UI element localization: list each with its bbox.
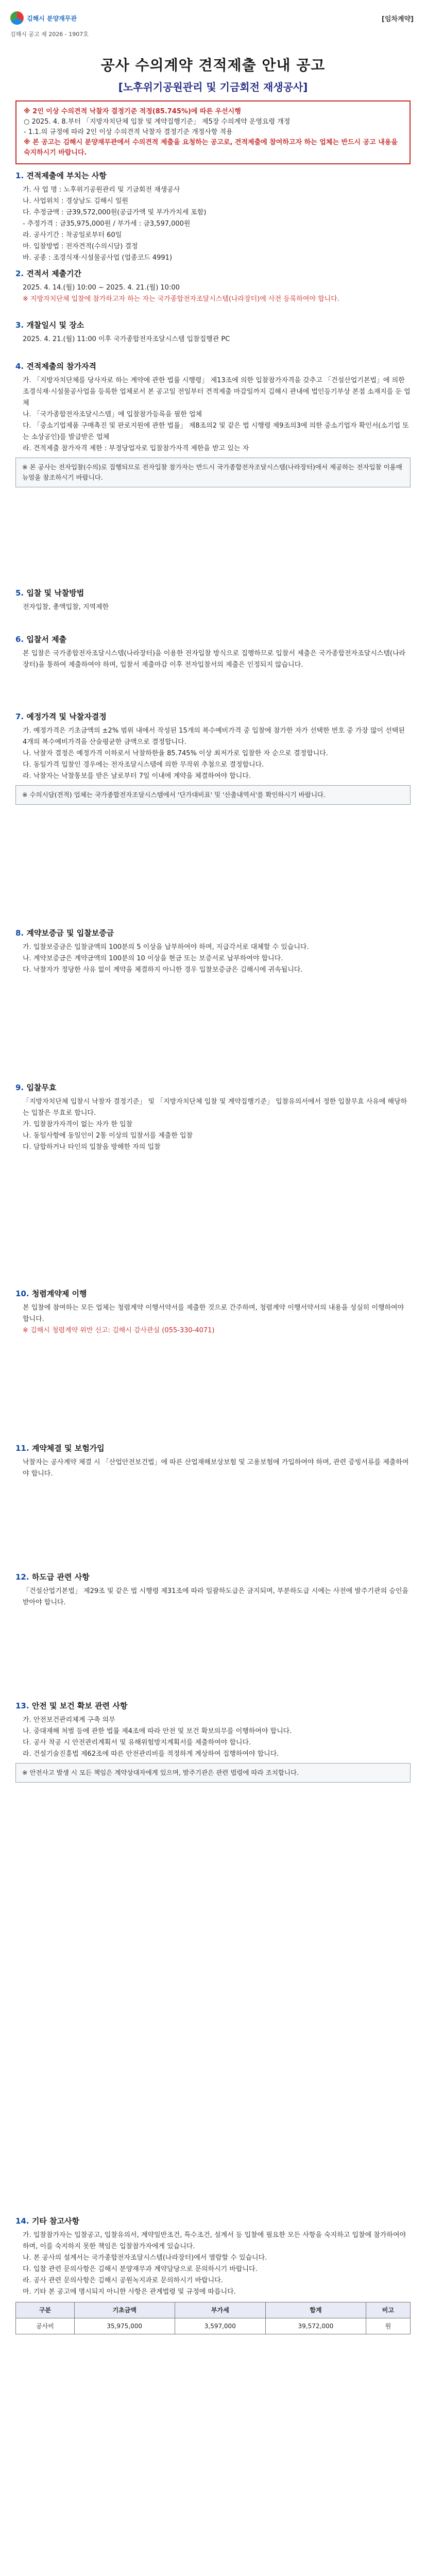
section-item: 나. 동일사항에 동일인이 2통 이상의 입찰서를 제출한 입찰: [23, 1132, 193, 1140]
section-item: 라. 견적제출 참가자격 제한 : 부정당업자로 입찰참가자격 제한을 받고 있는 자: [23, 445, 249, 452]
section-item: 본 입찰에 참여하는 모든 업체는 청렴계약 이행서약서를 제출한 것으로 간주하며, 청렴계약 이행서약서의 내용을 성실히 이행하여야 합니다.: [23, 1304, 404, 1323]
section-note: ※ 본 공사는 전자입찰(수의)로 집행되므로 전자입찰 참가자는 반드시 국가종합전자조달시스템(나라장터)에서 제공하는 전자입찰 이용매뉴얼을 참조하시기 바랍니다.: [15, 457, 411, 487]
section-title: [15, 1288, 411, 1299]
section-item: 「건설산업기본법」 제29조 및 같은 법 시행령 제31조에 따라 일괄하도급은 금지되며, 부분하도급 시에는 사전에 발주기관의 승인을 받아야 합니다.: [23, 1587, 408, 1606]
table-header: 합계: [266, 2302, 366, 2318]
section-title: [15, 587, 411, 599]
table-row: [16, 2318, 411, 2334]
org-logo: [10, 11, 77, 25]
notice-line: ○ 2025. 4. 8.부터 「지방자치단체 입찰 및 계약집행기준」 제5장 수의계약 운영요령 개정: [24, 118, 291, 126]
section-number: 7.: [15, 712, 24, 721]
section-item: 다. 「중소기업제품 구매촉진 및 판로지원에 관한 법률」 제8조의2 및 같은 법 시행령 제9조의3에 의한 중소기업자 확인서(소기업 또는 소상공인)를 발급받은 업체: [23, 422, 409, 441]
section-number: 13.: [15, 1701, 29, 1710]
section-6: [15, 634, 411, 671]
section-8: [15, 927, 411, 976]
section-item: 바. 공종 : 조경식재·시설물공사업 (업종코드 4991): [23, 254, 173, 262]
section-item: 라. 공사 관련 문의사항은 김해시 공원녹지과로 문의하시기 바랍니다.: [23, 2277, 223, 2284]
section-title: [15, 634, 411, 645]
section-9: [15, 1082, 411, 1153]
section-number: 3.: [15, 320, 24, 330]
section-title: [15, 1700, 411, 1711]
document-number: 김해시 공고 제 2026 - 1907호: [10, 31, 89, 38]
section-3: [15, 319, 411, 345]
section-title-text: 입찰무효: [26, 1083, 57, 1092]
section-4: [15, 361, 411, 487]
section-title: [15, 1443, 411, 1454]
section-number: 14.: [15, 2216, 29, 2226]
section-title-text: 견적제출의 참가자격: [26, 362, 97, 371]
section-item: 가. 입찰참가자격이 없는 자가 한 입찰: [23, 1121, 133, 1128]
section-title: [15, 711, 411, 722]
section-item: 가. 입찰참가자는 입찰공고, 입찰유의서, 계약일반조건, 특수조건, 설계서 등 입찰에 필요한 모든 사항을 숙지하고 입찰에 참가하여야 하며, 이를 숙지하지 못한 책임은 입찰참가자에게 있습니다.: [23, 2231, 406, 2250]
section-item: 나. 중대재해 처벌 등에 관한 법률 제4조에 따라 안전 및 보건 확보의무를 이행하여야 합니다.: [23, 1727, 292, 1735]
section-item: 다. 추정금액 : 금39,572,000원(공급가액 및 부가가치세 포함): [23, 209, 207, 216]
section-item: 낙찰자는 공사계약 체결 시 「산업안전보건법」에 따른 산업재해보상보험 및 고용보험에 가입하여야 하며, 관련 증빙서류를 제출하여야 합니다.: [23, 1459, 409, 1478]
section-item: 다. 동일가격 입찰인 경우에는 전자조달시스템에 의한 무작위 추첨으로 결정합니다.: [23, 761, 264, 769]
section-item: 나. 낙찰자 결정은 예정가격 이하로서 낙찰하한율 85.745% 이상 최저가로 입찰한 자 순으로 결정합니다.: [23, 750, 328, 757]
contract-type-badge: [임차계약]: [381, 15, 414, 23]
section-title-text: 견적서 제출기간: [26, 269, 82, 278]
section-number: 2.: [15, 269, 24, 278]
section-title: [15, 2215, 411, 2227]
section-item: 전자입찰, 총액입찰, 지역제한: [23, 603, 109, 611]
section-item: 나. 계약보증금은 계약금액의 100분의 10 이상을 현금 또는 보증서로 납부하여야 합니다.: [23, 955, 283, 962]
notice-line: - 1.1.의 규정에 따라 2인 이상 수의견적 낙찰자 결정기준 개정사항 적용: [24, 128, 233, 136]
section-title-text: 개찰일시 및 장소: [26, 320, 84, 330]
section-2: [15, 268, 411, 305]
page-subtitle: [노후위기공원관리 및 기금회전 재생공사]: [118, 81, 308, 93]
table-cell: 원: [366, 2318, 410, 2334]
section-note: ※ 안전사고 발생 시 모든 책임은 계약상대자에게 있으며, 발주기관은 관련 법령에 따라 조치합니다.: [15, 1763, 411, 1783]
section-title: [15, 361, 411, 372]
table-header-row: [16, 2302, 411, 2318]
section-title-text: 예정가격 및 낙찰자결정: [26, 712, 107, 721]
section-7: [15, 711, 411, 805]
section-item: 다. 공사 착공 시 안전관리계획서 및 유해위험방지계획서를 제출하여야 합니다.: [23, 1739, 251, 1747]
section-item: 나. 사업위치 : 경상남도 김해시 일원: [23, 197, 128, 205]
section-title-text: 안전 및 보건 확보 관련 사항: [31, 1701, 128, 1710]
section-item: ※ 지방자치단체 입찰에 참가하고자 하는 자는 국가종합전자조달시스템(나라장터)에 사전 등록하여야 합니다.: [23, 295, 339, 303]
section-number: 5.: [15, 588, 24, 598]
table-cell: 공사비: [16, 2318, 75, 2334]
section-title-text: 계약체결 및 보험가입: [31, 1444, 105, 1453]
section-title-text: 청렴계약제 이행: [31, 1289, 87, 1298]
section-title: [15, 170, 411, 181]
table-cell: 39,572,000: [266, 2318, 366, 2334]
section-title-text: 계약보증금 및 입찰보증금: [26, 928, 114, 938]
section-number: 11.: [15, 1444, 29, 1453]
section-item: 마. 입찰방법 : 전자견적(수의시담) 결정: [23, 243, 138, 250]
section-title-text: 입찰 및 낙찰방법: [26, 588, 84, 598]
org-name: 김해시 분양재무관: [27, 14, 77, 22]
section-14: [15, 2215, 411, 2334]
table-header: 구분: [16, 2302, 75, 2318]
notice-line: ※ 본 공고는 김해시 분양재무관에서 수의견적 제출을 요청하는 공고로, 견적제출에 참여하고자 하는 업체는 반드시 공고 내용을 숙지하시기 바랍니다.: [24, 139, 398, 157]
section-item: 다. 담합하거나 타인의 입찰을 방해한 자의 입찰: [23, 1143, 161, 1151]
section-item: 가. 예정가격은 기초금액의 ±2% 범위 내에서 작성된 15개의 복수예비가격 중 입찰에 참가한 자가 선택한 번호 중 가장 많이 선택된 4개의 복수예비가격을 산술평균한 금액으로 결정합니다.: [23, 727, 405, 746]
section-title-text: 기타 참고사항: [31, 2216, 79, 2226]
section-13: [15, 1700, 411, 1783]
section-item: 가. 입찰보증금은 입찰금액의 100분의 5 이상을 납부하여야 하며, 지급각서로 대체할 수 있습니다.: [23, 943, 309, 951]
table-header: 부가세: [175, 2302, 266, 2318]
cost-table: [15, 2302, 411, 2334]
city-emblem-icon: [10, 11, 24, 25]
section-title: [15, 319, 411, 331]
section-title-text: 견적제출에 부치는 사항: [26, 171, 107, 180]
section-title: [15, 1571, 411, 1583]
section-number: 10.: [15, 1289, 29, 1298]
section-title-text: 하도급 관련 사항: [31, 1572, 90, 1582]
section-12: [15, 1571, 411, 1608]
section-item: 「지방자치단체 입찰시 낙찰자 결정기준」 및 「지방자치단체 입찰 및 계약집행기준」 입찰유의서에서 정한 입찰무효 사유에 해당하는 입찰은 무효로 합니다.: [23, 1098, 407, 1117]
section-title: [15, 927, 411, 939]
section-1: [15, 170, 411, 264]
section-item: 2025. 4. 14.(월) 10:00 ~ 2025. 4. 21.(월) 10:00: [23, 284, 180, 292]
table-cell: 35,975,000: [74, 2318, 175, 2334]
section-5: [15, 587, 411, 613]
page-title: 공사 수의계약 견적제출 안내 공고: [100, 57, 326, 74]
section-title: [15, 1082, 411, 1093]
section-item: 라. 공사기간 : 착공일로부터 60일: [23, 231, 122, 239]
section-number: 8.: [15, 928, 24, 938]
section-item: 가. 「지방자치단체를 당사자로 하는 계약에 관한 법률 시행령」 제13조에 의한 입찰참가자격을 갖추고 「건설산업기본법」에 의한 조경식재·시설물공사업을 등록한 업체로서 본 공고일 전일부터 견적제출 마감일까지 김해시 관내에 법인등기부상 본점 소재지를 둔 업체: [23, 377, 411, 407]
section-item: ※ 김해시 청렴계약 위반 신고: 김해시 감사관실 (055-330-4071): [23, 1327, 215, 1334]
section-item: 라. 낙찰자는 낙찰통보를 받은 날로부터 7일 이내에 계약을 체결하여야 합니다.: [23, 772, 251, 780]
table-header: 비고: [366, 2302, 410, 2318]
section-item: 본 입찰은 국가종합전자조달시스템(나라장터)을 이용한 전자입찰 방식으로 집행하므로 입찰서 제출은 국가종합전자조달시스템(나라장터)을 통하여 제출하여야 하며, 입찰서 제출마감 이후 전자입찰서의 제출은 인정되지 않습니다.: [23, 650, 406, 669]
section-item: 2025. 4. 21.(월) 11:00 이후 국가종합전자조달시스템 입찰집행관 PC: [23, 335, 230, 343]
section-title-text: 입찰서 제출: [26, 635, 67, 644]
notice-box: [15, 100, 411, 164]
section-number: 4.: [15, 362, 24, 371]
section-item: 가. 사 업 명 : 노후위기공원관리 및 기금회전 재생공사: [23, 186, 180, 194]
title-block: [0, 54, 426, 94]
table-cell: 3,597,000: [175, 2318, 266, 2334]
notice-line: ※ 2인 이상 수의견적 낙찰자 결정기준 적정(85.745%)에 따른 우선시행: [24, 108, 241, 115]
section-item: 다. 낙찰자가 정당한 사유 없이 계약을 체결하지 아니한 경우 입찰보증금은 김해시에 귀속됩니다.: [23, 966, 303, 974]
section-number: 12.: [15, 1572, 29, 1582]
section-item: 가. 안전보건관리체계 구축 의무: [23, 1716, 115, 1724]
section-item: 나. 「국가종합전자조달시스템」에 입찰참가등록을 필한 업체: [23, 411, 202, 418]
document-header: [0, 0, 426, 41]
table-header: 기초금액: [74, 2302, 175, 2318]
section-title: [15, 268, 411, 279]
section-item: 다. 입찰 관련 문의사항은 김해시 분양재무과 계약담당으로 문의하시기 바랍니다.: [23, 2265, 258, 2273]
section-10: [15, 1288, 411, 1336]
section-item: 라. 건설기술진흥법 제62조에 따른 안전관리비를 적정하게 계상하여 집행하여야 합니다.: [23, 1750, 279, 1758]
section-note: ※ 수의시담(견적) 업체는 국가종합전자조달시스템에서 '단가대비표' 및 '산출내역서'를 확인하시기 바랍니다.: [15, 785, 411, 805]
section-item: 나. 본 공사의 설계서는 국가종합전자조달시스템(나라장터)에서 열람할 수 있습니다.: [23, 2254, 267, 2262]
section-item: 마. 기타 본 공고에 명시되지 아니한 사항은 관계법령 및 규정에 따릅니다.: [23, 2288, 236, 2296]
section-number: 6.: [15, 635, 24, 644]
section-item: - 추정가격 : 금35,975,000원 / 부가세 : 금3,597,000원: [23, 220, 191, 228]
section-11: [15, 1443, 411, 1480]
section-number: 1.: [15, 171, 24, 180]
section-number: 9.: [15, 1083, 24, 1092]
